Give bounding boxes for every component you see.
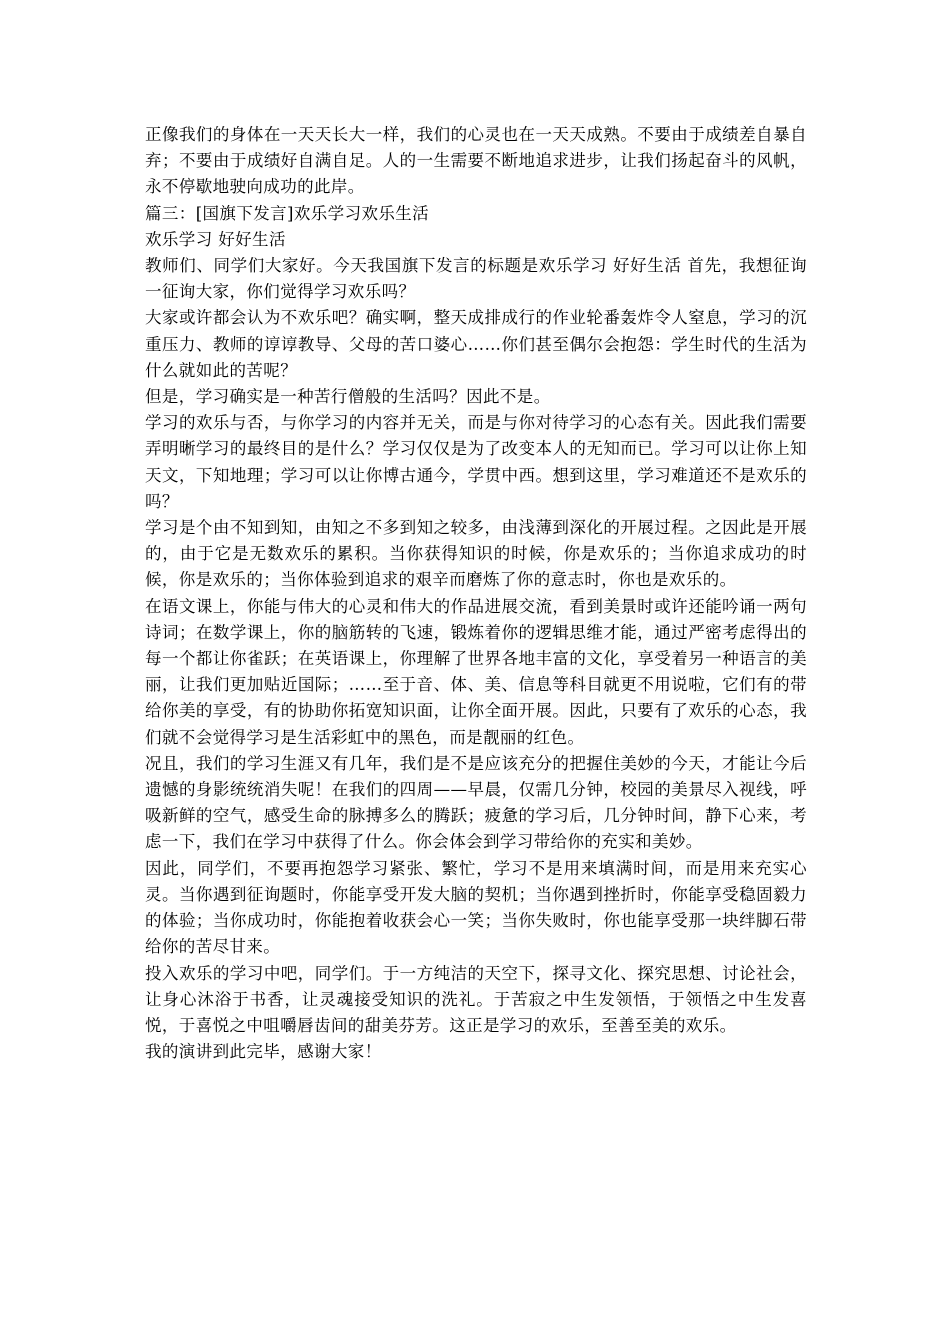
speech-title: 欢乐学习 好好生活 (145, 229, 286, 249)
paragraph: 学习的欢乐与否，与你学习的内容并无关，而是与你对待学习的心态有关。因此我们需要弄明晰学习的最终目的是什么？学习仅仅是为了改变本人的无知而已。学习可以让你上知天文，下知地理；学习可以让你博古通今，学贯中西。想到这里，学习难道还不是欢乐的吗？ (145, 413, 807, 511)
paragraph: 在语文课上，你能与伟大的心灵和伟大的作品进展交流，看到美景时或许还能吟诵一两句诗词；在数学课上，你的脑筋转的飞速，锻炼着你的逻辑思维才能，通过严密考虑得出的每一个都让你雀跃；在英语课上，你理解了世界各地丰富的文化，享受着另一种语言的美丽，让我们更加贴近国际；……至于音、体、美、信息等科目就更不用说啦，它们有的带给你美的享受，有的协助你拓宽知识面，让你全面开展。因此，只要有了欢乐的心态，我们就不会觉得学习是生活彩虹中的黑色，而是靓丽的红色。 (145, 596, 807, 747)
paragraph-greeting: 教师们、同学们大家好。今天我国旗下发言的标题是欢乐学习 好好生活 首先，我想征询一征询大家，你们觉得学习欢乐吗？ (145, 256, 807, 302)
paragraph: 但是，学习确实是一种苦行僧般的生活吗？因此不是。 (145, 387, 551, 407)
paragraph: 况且，我们的学习生涯又有几年，我们是不是应该充分的把握住美妙的今天，才能让今后遗憾的身影统统消失呢！在我们的四周——早晨，仅需几分钟，校园的美景尽入视线，呼吸新鲜的空气，感受生命的脉搏多么的腾跃；疲惫的学习后，几分钟时间，静下心来，考虑一下，我们在学习中获得了什么。你会体会到学习带给你的充实和美妙。 (145, 753, 807, 852)
section-heading: 篇三：[国旗下发言]欢乐学习欢乐生活 (145, 203, 430, 223)
paragraph: 因此，同学们，不要再抱怨学习紧张、繁忙，学习不是用来填满时间，而是用来充实心灵。当你遇到征询题时，你能享受开发大脑的契机；当你遇到挫折时，你能享受稳固毅力的体验；当你成功时，你能抱着收获会心一笑；当你失败时，你也能享受那一块绊脚石带给你的苦尽甘来。 (145, 858, 807, 957)
paragraph: 学习是个由不知到知，由知之不多到知之较多，由浅薄到深化的开展过程。之因此是开展的，由于它是无数欢乐的累积。当你获得知识的时候，你是欢乐的；当你追求成功的时候，你是欢乐的；当你体验到追求的艰辛而磨炼了你的意志时，你也是欢乐的。 (145, 518, 807, 590)
paragraph-closing: 我的演讲到此完毕，感谢大家！ (145, 1042, 382, 1062)
paragraph: 大家或许都会认为不欢乐吧？确实啊，整天成排成行的作业轮番轰炸令人窒息，学习的沉重压力、教师的谆谆教导、父母的苦口婆心……你们甚至偶尔会抱怨：学生时代的生活为什么就如此的苦呢？ (145, 308, 807, 380)
document-body (145, 122, 807, 1065)
paragraph: 投入欢乐的学习中吧，同学们。于一方纯洁的天空下，探寻文化、探究思想、讨论社会，让身心沐浴于书香，让灵魂接受知识的洗礼。于苦寂之中生发领悟，于领悟之中生发喜悦，于喜悦之中咀嚼唇齿间的甜美芬芳。这正是学习的欢乐，至善至美的欢乐。 (145, 963, 807, 1035)
paragraph-intro: 正像我们的身体在一天天长大一样，我们的心灵也在一天天成熟。不要由于成绩差自暴自弃；不要由于成绩好自满自足。人的一生需要不断地追求进步，让我们扬起奋斗的风帆，永不停歇地驶向成功的此岸。 (145, 125, 807, 197)
